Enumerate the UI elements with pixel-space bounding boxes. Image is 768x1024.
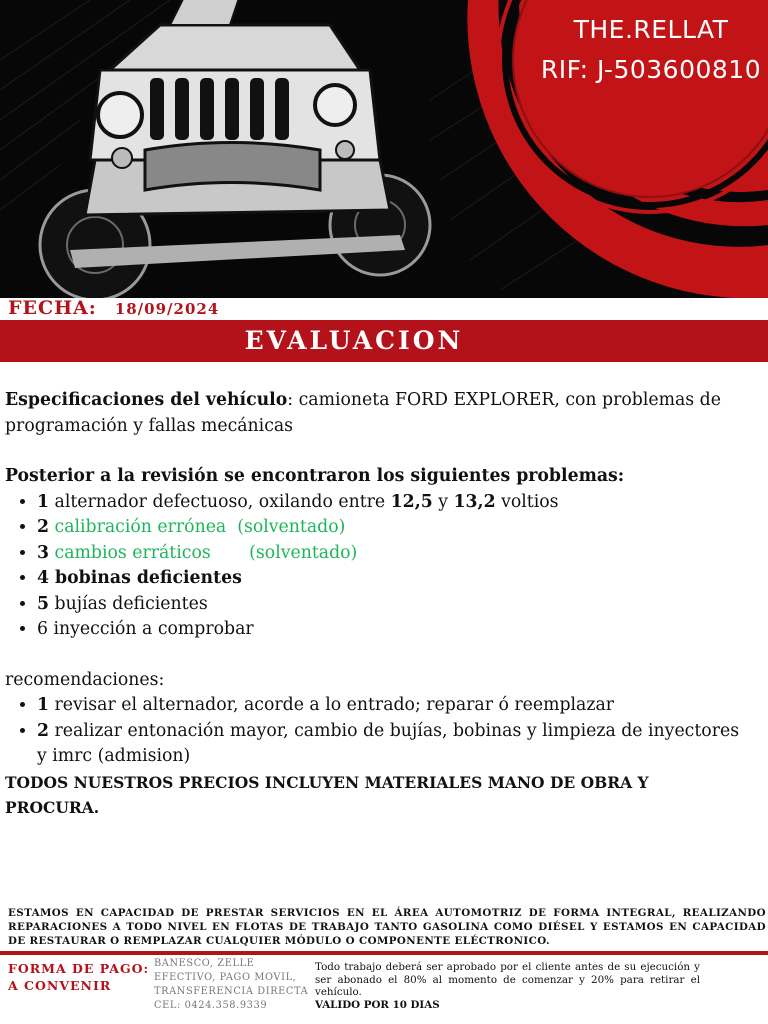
list-item	[37, 490, 745, 516]
item-text: 6 inyección a comprobar	[37, 619, 254, 639]
recommendations-heading: recomendaciones:	[5, 669, 165, 690]
payment-methods	[154, 957, 308, 1013]
payment-method-line: EFECTIVO, PAGO MOVIL,	[154, 972, 297, 983]
payment-label-line: FORMA DE PAGO:	[8, 961, 150, 976]
payment-label-line: A CONVENIR	[8, 978, 112, 993]
list-item	[37, 592, 745, 618]
item-text: bujías deficientes	[49, 593, 208, 614]
date-row	[8, 297, 219, 321]
item-number: 4	[37, 568, 50, 588]
payment-method-line: BANESCO, ZELLE	[154, 958, 255, 969]
item-text: realizar entonación mayor, cambio de bujías, bobinas y limpieza de inyectores y imrc (admision)	[37, 720, 740, 766]
prices-note: TODOS NUESTROS PRECIOS INCLUYEN MATERIALES MANO DE OBRA Y PROCURA.	[5, 772, 649, 817]
item-text: cambios erráticos (solventado)	[49, 542, 358, 563]
list-item	[37, 541, 745, 567]
item-number: 1	[37, 695, 50, 715]
item-text: revisar el alternador, acorde a lo entrado; reparar ó reemplazar	[49, 695, 615, 715]
recommendations-list	[5, 693, 745, 770]
company-name: THE.RELLAT	[573, 15, 729, 44]
item-text: alternador defectuoso, oxilando entre	[49, 491, 391, 512]
item-number: 2	[37, 720, 50, 741]
item-text: calibración errónea (solventado)	[49, 517, 346, 537]
page-title: EVALUACION	[244, 326, 464, 355]
specs-text: : camioneta FORD EXPLORER, con problemas de programación y fallas mecánicas	[5, 390, 721, 436]
company-rif: RIF: J-503600810	[540, 55, 762, 84]
date-label: FECHA:	[8, 297, 97, 319]
phone-number: CEL: 0424.358.9339	[154, 1000, 268, 1011]
terms-text: Todo trabajo deberá ser aprobado por el cliente antes de su ejecución y ser abonado el 80% al momento de comenzar y 20% para retirar el vehículo.	[315, 961, 700, 998]
list-item	[37, 515, 745, 541]
validity-note: VALIDO POR 10 DIAS	[315, 998, 440, 1011]
item-text: voltios	[495, 491, 559, 512]
company-block	[510, 10, 768, 90]
payment-label	[8, 960, 149, 994]
header-banner	[0, 0, 768, 298]
list-item	[37, 693, 745, 719]
services-statement: ESTAMOS EN CAPACIDAD DE PRESTAR SERVICIOS EN EL ÁREA AUTOMOTRIZ DE FORMA INTEGRAL, REALIZANDO REPARACIONES A TODO NIVEL EN FLOTAS DE TRABAJO TANTO GASOLINA COMO DIÉSEL Y ESTAMOS EN CAPACIDAD DE RESTAURAR O REMPLAZAR CUALQUIER MÓDULO O COMPONENTE ELÉCTRONICO.	[8, 907, 766, 947]
vehicle-specs	[5, 388, 745, 439]
list-item	[37, 617, 745, 643]
voltage-high: 13,2	[453, 491, 496, 512]
terms-block	[315, 961, 700, 1011]
item-number: 3	[37, 542, 50, 563]
item-number: 1	[37, 491, 50, 512]
list-item	[37, 566, 745, 592]
item-number: 2	[37, 517, 50, 537]
problems-heading-text: Posterior a la revisión se encontraron los siguientes problemas:	[5, 466, 625, 486]
payment-method-line: TRANSFERENCIA DIRECTA	[154, 986, 309, 997]
list-item	[37, 719, 745, 770]
item-text: bobinas deficientes	[49, 568, 242, 588]
footer-divider	[0, 951, 768, 955]
title-bar	[0, 320, 768, 362]
voltage-low: 12,5	[390, 491, 433, 512]
evaluation-content	[5, 388, 745, 820]
date-value: 18/09/2024	[114, 300, 220, 318]
problems-list	[5, 490, 745, 643]
specs-label: Especificaciones del vehículo	[5, 390, 288, 410]
problems-heading	[5, 464, 745, 490]
item-number: 5	[37, 593, 50, 614]
item-text: y	[432, 491, 454, 512]
